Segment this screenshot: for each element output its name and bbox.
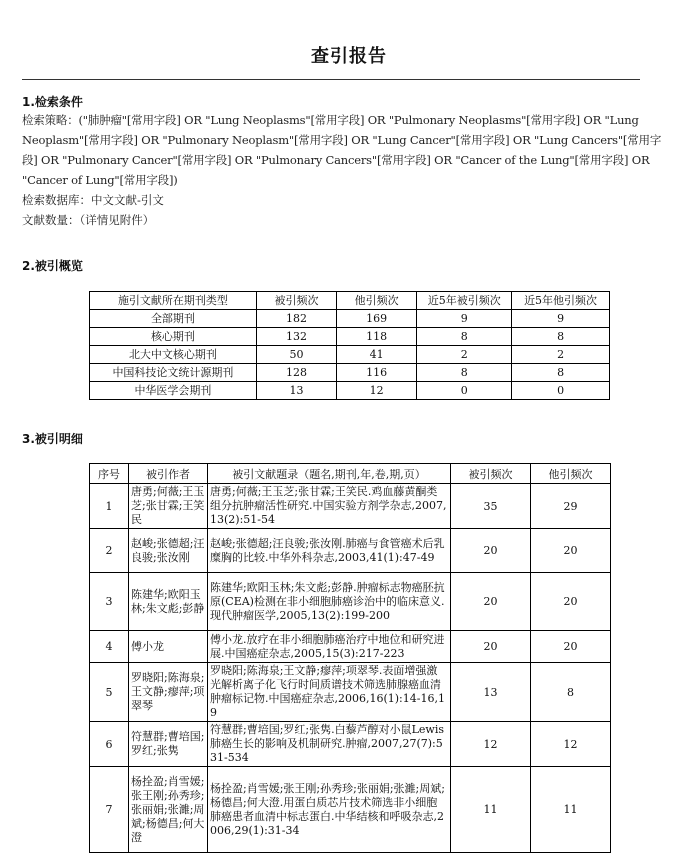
cited-count-cell: 12 xyxy=(451,722,531,767)
table-header-row xyxy=(90,292,610,310)
table-row xyxy=(90,310,610,328)
column-header: 他引频次 xyxy=(531,464,611,484)
table-row xyxy=(90,573,611,631)
journal-type-cell: 核心期刊 xyxy=(90,328,257,346)
cited-count-cell: 35 xyxy=(451,484,531,529)
other-cited-count-cell: 118 xyxy=(337,328,417,346)
table-row xyxy=(90,328,610,346)
other-cited-count-cell: 169 xyxy=(337,310,417,328)
search-database-value: 中文文献-引文 xyxy=(91,193,164,207)
authors-cell: 唐勇;何薇;王玉芝;张甘霖;王笑民 xyxy=(129,484,208,529)
cited-count-cell: 128 xyxy=(256,364,336,382)
authors-cell: 陈建华;欧阳玉林;朱文彪;彭静 xyxy=(129,573,208,631)
cited-count-cell: 50 xyxy=(256,346,336,364)
recent-other-cited-count-cell: 9 xyxy=(512,310,610,328)
row-number-cell: 7 xyxy=(90,767,129,853)
other-cited-count-cell: 116 xyxy=(337,364,417,382)
recent-other-cited-count-cell: 8 xyxy=(512,364,610,382)
column-header: 被引作者 xyxy=(129,464,208,484)
table-row xyxy=(90,722,611,767)
row-number-cell: 5 xyxy=(90,663,129,722)
table-row xyxy=(90,529,611,573)
journal-type-cell: 中华医学会期刊 xyxy=(90,382,257,400)
section-heading-overview: 2.被引概览 xyxy=(22,259,83,273)
citation-cell: 唐勇;何薇;王玉芝;张甘霖;王笑民.鸡血藤黄酮类组分抗肿瘤活性研究.中国实验方剂学杂志,2007,13(2):51-54 xyxy=(208,484,451,529)
row-number-cell: 1 xyxy=(90,484,129,529)
column-header: 被引文献题录（题名,期刊,年,卷,期,页） xyxy=(208,464,451,484)
table-row xyxy=(90,382,610,400)
document-count xyxy=(22,210,672,230)
authors-cell: 傅小龙 xyxy=(129,631,208,663)
citation-cell: 傅小龙.放疗在非小细胞肺癌治疗中地位和研究进展.中国癌症杂志,2005,15(3):217-223 xyxy=(208,631,451,663)
table-row xyxy=(90,484,611,529)
authors-cell: 符慧群;曹培国;罗红;张隽 xyxy=(129,722,208,767)
row-number-cell: 6 xyxy=(90,722,129,767)
cited-count-cell: 13 xyxy=(451,663,531,722)
other-cited-count-cell: 12 xyxy=(531,722,611,767)
authors-cell: 杨拴盈;肖雪媛;张王刚;孙秀珍;张丽娟;张濉;周斌;杨德昌;何大澄 xyxy=(129,767,208,853)
table-row xyxy=(90,767,611,853)
table-header-row xyxy=(90,464,611,484)
table-row xyxy=(90,364,610,382)
citation-detail-table xyxy=(89,463,611,853)
column-header: 施引文献所在期刊类型 xyxy=(90,292,257,310)
report-title: 查引报告 xyxy=(311,46,387,67)
citation-overview-table xyxy=(89,291,610,400)
citation-cell: 陈建华;欧阳玉林;朱文彪;彭静.肿瘤标志物癌胚抗原(CEA)检测在非小细胞肺癌诊治中的临床意义.现代肿瘤医学,2005,13(2):199-200 xyxy=(208,573,451,631)
column-header: 他引频次 xyxy=(337,292,417,310)
citation-cell: 符慧群;曹培国;罗红;张隽.白藜芦醇对小鼠Lewis肺癌生长的影响及机制研究.肿瘤,2007,27(7):531-534 xyxy=(208,722,451,767)
recent-cited-count-cell: 8 xyxy=(417,364,512,382)
other-cited-count-cell: 41 xyxy=(337,346,417,364)
search-strategy-label: 检索策略： xyxy=(22,113,79,127)
cited-count-cell: 13 xyxy=(256,382,336,400)
document-count-label: 文献数量： xyxy=(22,213,80,227)
cited-count-cell: 132 xyxy=(256,328,336,346)
other-cited-count-cell: 20 xyxy=(531,529,611,573)
search-strategy xyxy=(22,110,672,190)
authors-cell: 罗晓阳;陈海泉;王文静;瘳萍;项翠琴 xyxy=(129,663,208,722)
section-heading-conditions: 1.检索条件 xyxy=(22,95,83,109)
authors-cell: 赵峻;张德超;汪良骏;张汝刚 xyxy=(129,529,208,573)
title-divider xyxy=(22,79,640,80)
cited-count-cell: 11 xyxy=(451,767,531,853)
other-cited-count-cell: 20 xyxy=(531,631,611,663)
column-header: 近5年被引频次 xyxy=(417,292,512,310)
row-number-cell: 2 xyxy=(90,529,129,573)
other-cited-count-cell: 8 xyxy=(531,663,611,722)
search-database-label: 检索数据库： xyxy=(22,193,91,207)
journal-type-cell: 中国科技论文统计源期刊 xyxy=(90,364,257,382)
other-cited-count-cell: 29 xyxy=(531,484,611,529)
row-number-cell: 4 xyxy=(90,631,129,663)
section-heading-details: 3.被引明细 xyxy=(22,432,83,446)
cited-count-cell: 20 xyxy=(451,631,531,663)
recent-cited-count-cell: 9 xyxy=(417,310,512,328)
row-number-cell: 3 xyxy=(90,573,129,631)
recent-other-cited-count-cell: 8 xyxy=(512,328,610,346)
other-cited-count-cell: 11 xyxy=(531,767,611,853)
other-cited-count-cell: 20 xyxy=(531,573,611,631)
cited-count-cell: 20 xyxy=(451,529,531,573)
table-row xyxy=(90,346,610,364)
search-strategy-value: ("肺肿瘤"[常用字段] OR "Lung Neoplasms"[常用字段] OR "Pulmonary Neoplasms"[常用字段] OR "Lung Neoplasm"[常用字段] OR "Pulmonary Neoplasm"[常用字段] OR "Lung Cancer"[常用字段] OR "Lung Cancers"[常用字段] OR "Pulmonary Cancer"[常用字段] OR "Pulmonary Cancers"[常用字段] OR "Cancer of the Lung"[常用字段] OR "Cancer of Lung"[常用字段]) xyxy=(22,113,662,187)
document-count-value: （详情见附件） xyxy=(79,213,155,227)
column-header: 序号 xyxy=(90,464,129,484)
citation-cell: 赵峻;张德超;汪良骏;张汝刚.肺癌与食管癌术后乳糜胸的比较.中华外科杂志,2003,41(1):47-49 xyxy=(208,529,451,573)
cited-count-cell: 182 xyxy=(256,310,336,328)
recent-other-cited-count-cell: 2 xyxy=(512,346,610,364)
table-row xyxy=(90,631,611,663)
journal-type-cell: 北大中文核心期刊 xyxy=(90,346,257,364)
citation-cell: 杨拴盈;肖雪媛;张王刚;孙秀珍;张丽娟;张濉;周斌;杨德昌;何大澄.用蛋白质芯片技术筛选非小细胞肺癌患者血清中标志蛋白.中华结核和呼吸杂志,2006,29(1):31-34 xyxy=(208,767,451,853)
journal-type-cell: 全部期刊 xyxy=(90,310,257,328)
recent-cited-count-cell: 0 xyxy=(417,382,512,400)
table-row xyxy=(90,663,611,722)
column-header: 被引频次 xyxy=(256,292,336,310)
cited-count-cell: 20 xyxy=(451,573,531,631)
search-database xyxy=(22,190,672,210)
recent-cited-count-cell: 2 xyxy=(417,346,512,364)
column-header: 被引频次 xyxy=(451,464,531,484)
other-cited-count-cell: 12 xyxy=(337,382,417,400)
column-header: 近5年他引频次 xyxy=(512,292,610,310)
recent-cited-count-cell: 8 xyxy=(417,328,512,346)
recent-other-cited-count-cell: 0 xyxy=(512,382,610,400)
citation-cell: 罗晓阳;陈海泉;王文静;瘳萍;项翠琴.表面增强激光解析离子化飞行时间质谱技术筛选肺腺癌血清肿瘤标记物.中国癌症杂志,2006,16(1):14-16,19 xyxy=(208,663,451,722)
